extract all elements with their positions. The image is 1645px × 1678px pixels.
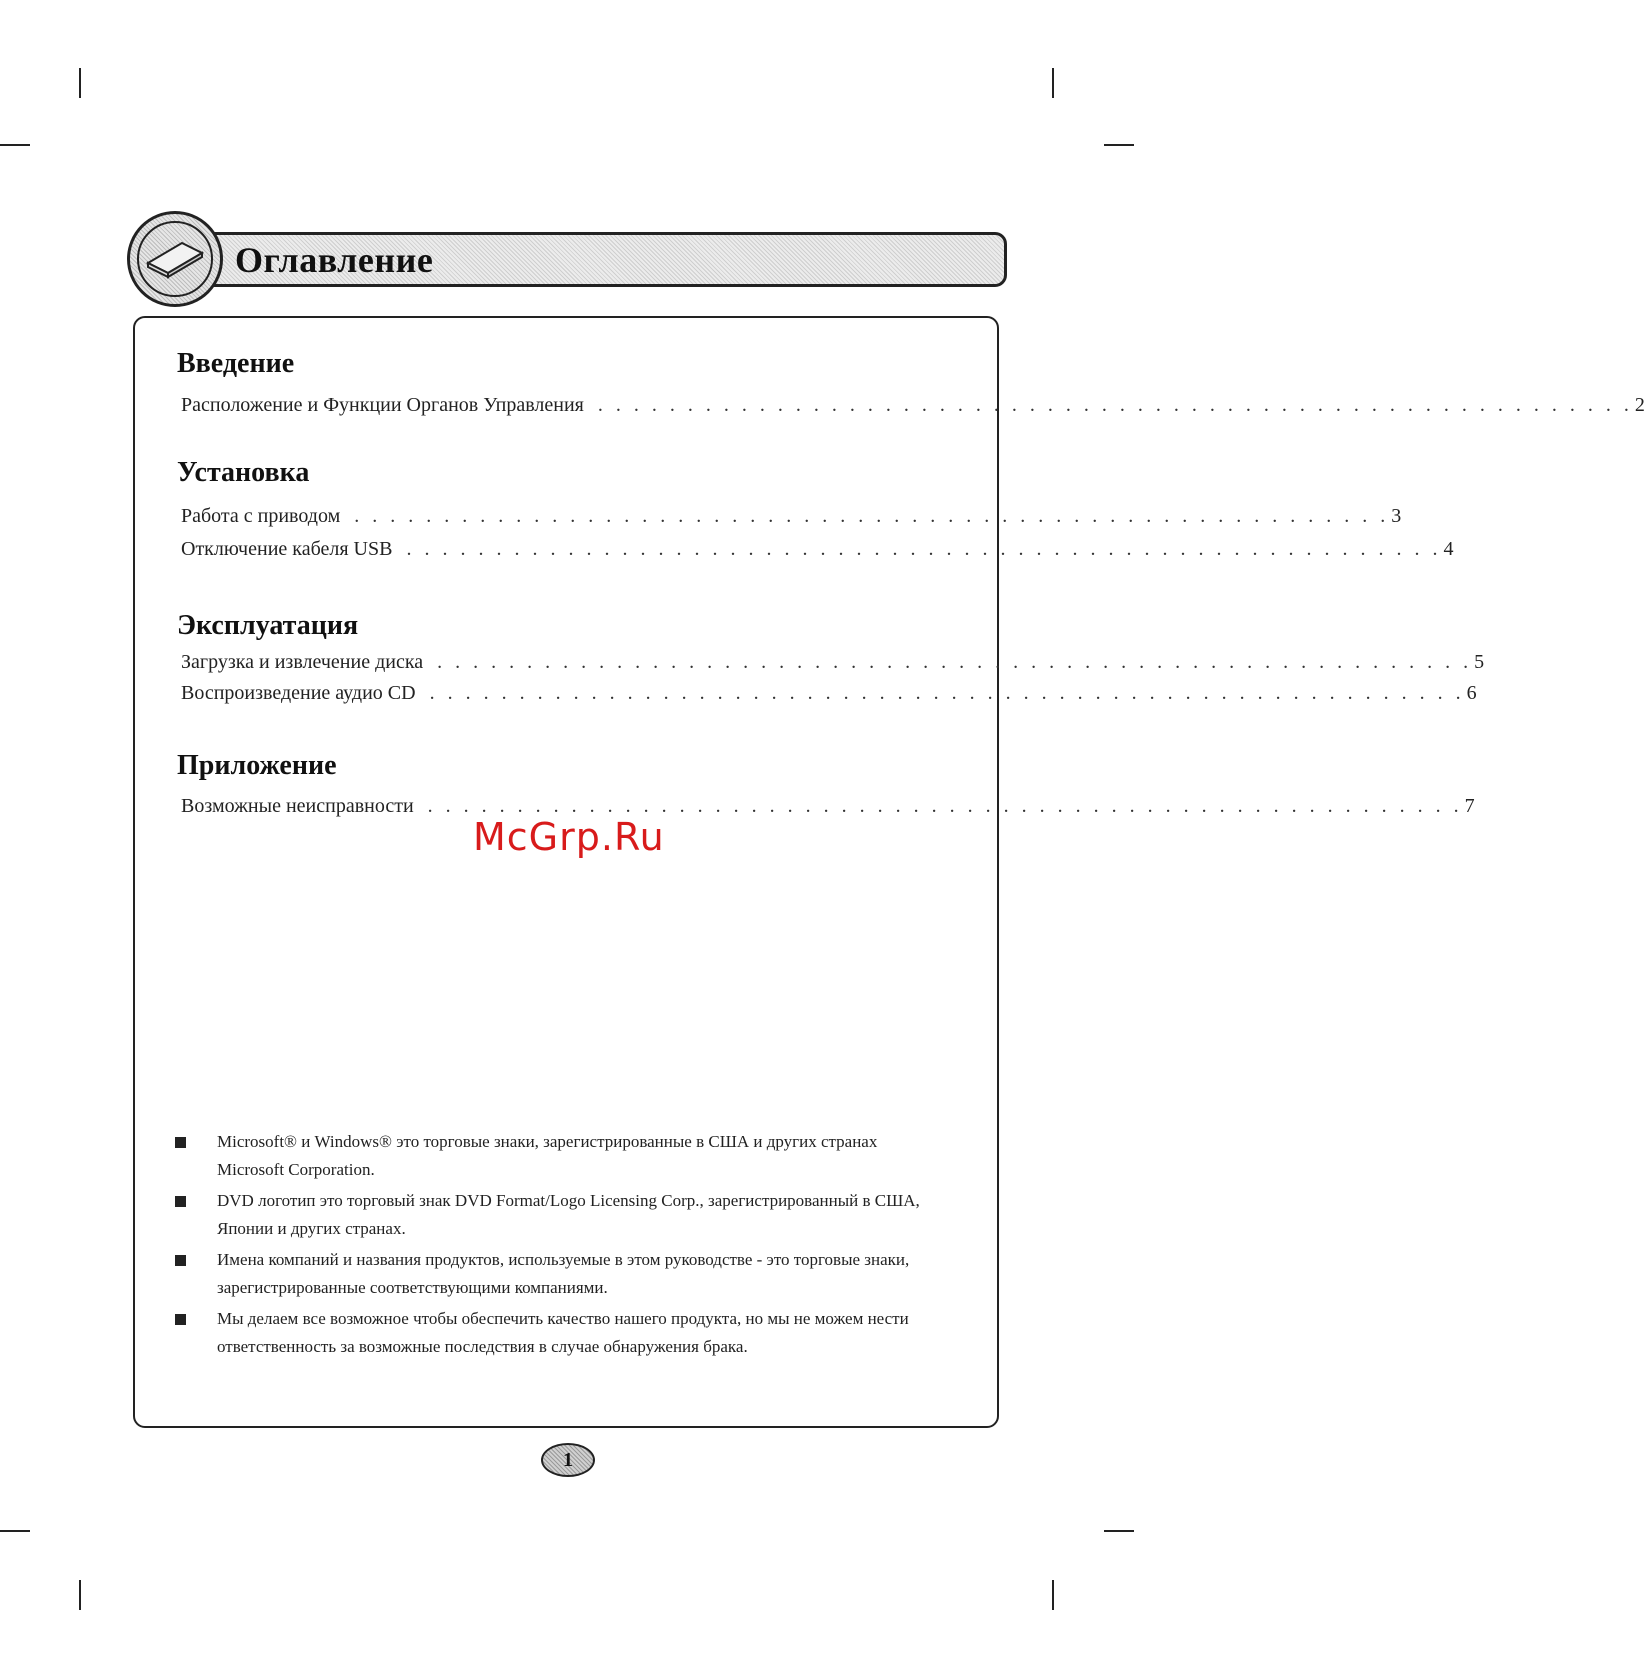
note-text: Имена компаний и названия продуктов, используемые в этом руководстве - это торговые знаки, зарегистрированные соответствующими компаниями. [217,1250,910,1297]
toc-leader-dots: . . . . . . . . . . . . . . . . . . . . . . . . . . . . . . . . . . . . . . . . . . . . . . . . . . . . . . . . . . [406,538,1442,560]
contents-panel [133,316,1645,1428]
note-item [175,1128,935,1184]
toc-entry-page: 6 [1466,682,1477,704]
toc-entry-page: 5 [1474,651,1485,673]
toc-entry-label: Возможные неисправности [181,795,414,817]
bullet-icon [175,1137,186,1148]
toc-entry[interactable] [181,505,1402,535]
toc-leader-dots: . . . . . . . . . . . . . . . . . . . . . . . . . . . . . . . . . . . . . . . . . . . . . . . . . . . . . . . . . . [429,682,1465,704]
note-item [175,1305,935,1361]
toc-entry-label: Расположение и Функции Органов Управления [181,394,584,416]
disc-drive-icon [127,211,223,307]
page-title: Оглавление [235,239,434,280]
note-item [175,1246,935,1302]
toc-leader-dots: . . . . . . . . . . . . . . . . . . . . . . . . . . . . . . . . . . . . . . . . . . . . . . . . . . . . . . . . . . [437,651,1473,673]
toc-entry[interactable] [181,394,1645,424]
toc-entry-page: 4 [1443,538,1454,560]
crop-mark [1052,1580,1054,1610]
toc-entry-page: 2 [1634,394,1645,416]
watermark: McGrp.Ru [473,815,665,859]
bullet-icon [175,1255,186,1266]
toc-leader-dots: . . . . . . . . . . . . . . . . . . . . . . . . . . . . . . . . . . . . . . . . . . . . . . . . . . . . . . . . . . [597,394,1633,416]
crop-mark [1052,68,1054,98]
crop-mark [0,1530,30,1532]
toc-entry[interactable] [181,682,1477,712]
note-text: Microsoft® и Windows® это торговые знаки, зарегистрированные в США и других странах Microsoft Corporation. [217,1132,878,1179]
toc-entry-label: Загрузка и извлечение диска [181,651,424,673]
trademark-notes [175,1128,935,1364]
bullet-icon [175,1196,186,1207]
toc-entry-label: Отключение кабеля USB [181,538,393,560]
note-item [175,1187,935,1243]
contents-header [127,211,1007,309]
bullet-icon [175,1314,186,1325]
toc-entry[interactable] [181,651,1485,681]
toc-entry-label: Воспроизведение аудио CD [181,682,416,704]
toc-entry-label: Работа с приводом [181,505,341,527]
crop-mark [0,144,30,146]
section-title: Приложение [177,750,337,781]
crop-mark [1104,144,1134,146]
toc-entry-page: 3 [1391,505,1402,527]
note-text: Мы делаем все возможное чтобы обеспечить качество нашего продукта, но мы не можем нести ответственность за возможные последствия в случае обнаружения брака. [217,1309,909,1356]
section-title: Введение [177,348,295,379]
section-title: Эксплуатация [177,610,359,641]
crop-mark [1104,1530,1134,1532]
toc-leader-dots: . . . . . . . . . . . . . . . . . . . . . . . . . . . . . . . . . . . . . . . . . . . . . . . . . . . . . . . . . . [427,795,1463,817]
toc-leader-dots: . . . . . . . . . . . . . . . . . . . . . . . . . . . . . . . . . . . . . . . . . . . . . . . . . . . . . . . . . . [354,505,1390,527]
toc-entry[interactable] [181,538,1454,568]
toc-entry-page: 7 [1464,795,1475,817]
crop-mark [79,68,81,98]
note-text: DVD логотип это торговый знак DVD Format/Logo Licensing Corp., зарегистрированный в США, Японии и других странах. [217,1191,920,1238]
section-title: Установка [177,457,310,488]
page-number: 1 [541,1443,595,1477]
crop-mark [79,1580,81,1610]
